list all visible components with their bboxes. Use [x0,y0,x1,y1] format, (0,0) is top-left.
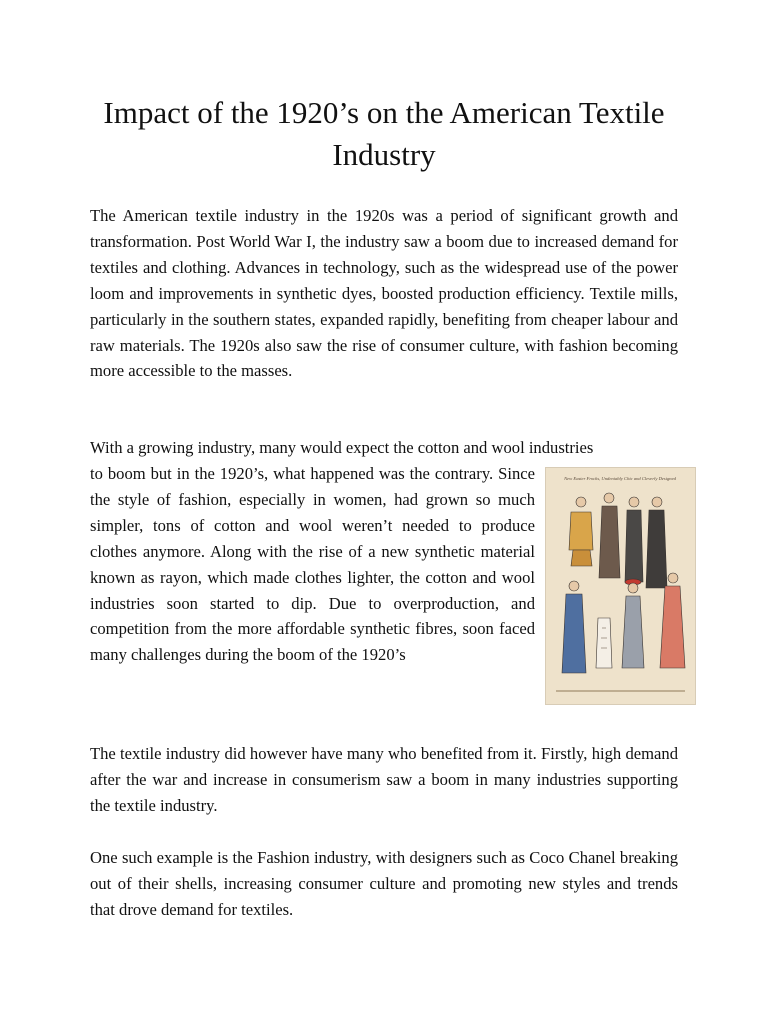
fashion-illustration [545,467,696,705]
figure-caption: New Easter Frocks, Undeniably Chic and Cleverly Designed [564,476,676,481]
page-title: Impact of the 1920’s on the American Textile Industry [103,95,665,172]
paragraph-cotton-wool: to boom but in the 1920’s, what happened was the contrary. Since the style of fashion, especially in women, had grown so much simpler, tons of cotton and wool weren’t needed to produce clothes anymore. Along with the rise of a new synthetic material known as rayon, which made clothes lighter, the cotton and wool industries soon started to dip. Due to overproduction, and competition from the more affordable synthetic fibres, soon faced many challenges during the boom of the 1920’s [90,464,535,665]
paragraph-beneficiaries: The textile industry did however have many who benefited from it. Firstly, high demand after the war and increase in consumerism saw a boom in many industries supporting the textile industry. [90,744,678,815]
paragraph-overview: The American textile industry in the 1920s was a period of significant growth and transformation. Post World War I, the industry saw a boom due to increased demand for textiles and clothing. Advances in technology, such as the widespread use of the power loom and improvements in synthetic dyes, boosted production efficiency. Textile mills, particularly in the southern states, expanded rapidly, benefiting from cheaper labour and raw materials. The 1920s also saw the rise of consumer culture, with fashion becoming more accessible to the masses. [90,206,678,381]
paragraph-cotton-wool-lead: With a growing industry, many would expect the cotton and wool industries [90,438,594,457]
paragraph-fashion-industry: One such example is the Fashion industry, with designers such as Coco Chanel breaking out of their shells, increasing consumer culture and promoting new styles and trends that drove demand for textiles. [90,848,678,919]
fashion-plate-drawing [546,468,695,704]
